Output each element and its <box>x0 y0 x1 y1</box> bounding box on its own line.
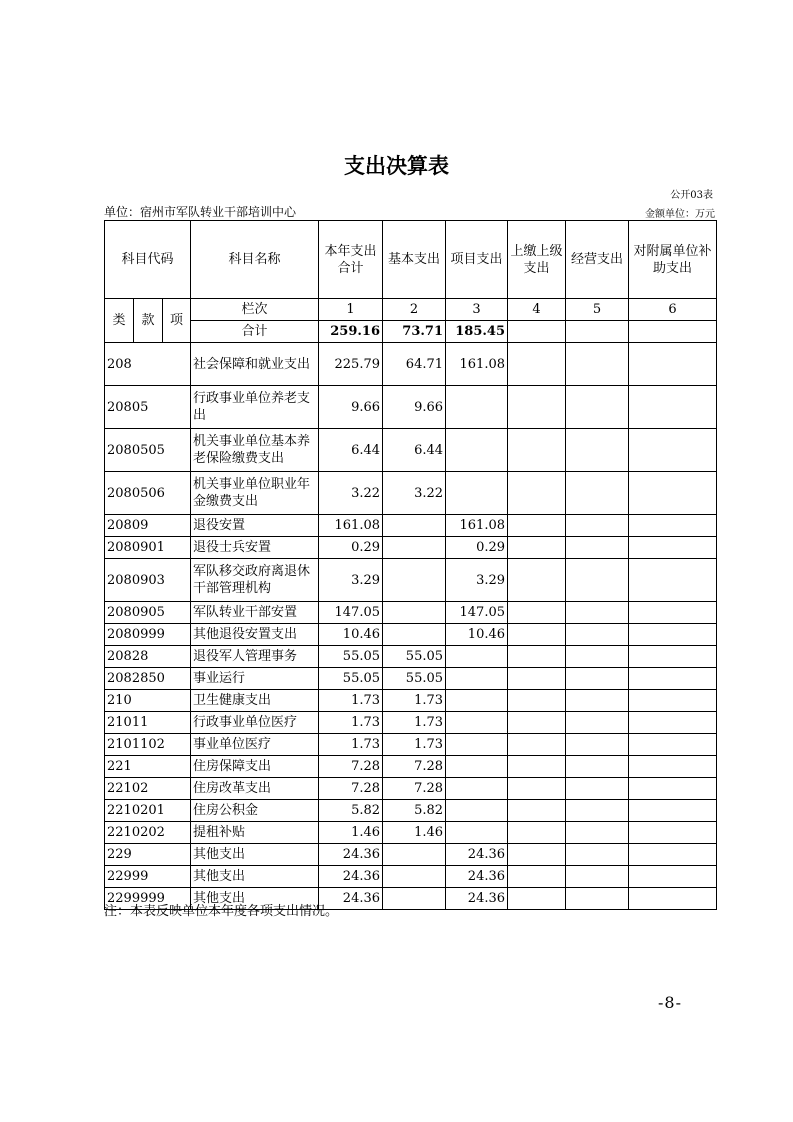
row-upper <box>508 712 566 734</box>
row-upper <box>508 668 566 690</box>
table-row <box>105 866 717 888</box>
row-name: 社会保障和就业支出 <box>191 343 319 386</box>
unit-label: 单位：宿州市军队转业干部培训中心 <box>104 205 297 219</box>
row-upper <box>508 559 566 602</box>
row-subsidiary <box>629 778 717 800</box>
row-code: 2299999 <box>105 888 191 910</box>
row-code: 210 <box>105 690 191 712</box>
header-upper: 上缴上级支出 <box>508 221 566 299</box>
row-total: 1.73 <box>319 690 383 712</box>
row-business <box>566 602 629 624</box>
row-name: 退役安置 <box>191 515 319 537</box>
row-basic: 1.73 <box>383 734 446 756</box>
row-total: 3.29 <box>319 559 383 602</box>
row-name: 住房改革支出 <box>191 778 319 800</box>
column-number-row <box>105 299 717 321</box>
row-name: 住房保障支出 <box>191 756 319 778</box>
row-project: 3.29 <box>446 559 508 602</box>
row-total: 7.28 <box>319 756 383 778</box>
row-business <box>566 866 629 888</box>
row-total: 5.82 <box>319 800 383 822</box>
row-subsidiary <box>629 343 717 386</box>
row-code: 22102 <box>105 778 191 800</box>
row-name: 其他支出 <box>191 866 319 888</box>
form-code: 公开03表 <box>670 190 713 201</box>
row-basic: 1.46 <box>383 822 446 844</box>
table-row <box>105 537 717 559</box>
row-project: 161.08 <box>446 515 508 537</box>
row-business <box>566 668 629 690</box>
row-project <box>446 429 508 472</box>
row-upper <box>508 646 566 668</box>
row-upper <box>508 822 566 844</box>
row-basic: 7.28 <box>383 756 446 778</box>
row-project <box>446 386 508 429</box>
row-total: 225.79 <box>319 343 383 386</box>
row-business <box>566 386 629 429</box>
row-code: 2080506 <box>105 472 191 515</box>
totals-label: 合计 <box>191 321 319 343</box>
row-upper <box>508 888 566 910</box>
row-upper <box>508 866 566 888</box>
row-upper <box>508 386 566 429</box>
table-row <box>105 756 717 778</box>
header-lanci: 栏次 <box>191 299 319 321</box>
row-upper <box>508 515 566 537</box>
row-total: 161.08 <box>319 515 383 537</box>
row-code: 2080901 <box>105 537 191 559</box>
table-row <box>105 386 717 429</box>
row-code: 2101102 <box>105 734 191 756</box>
table-row <box>105 472 717 515</box>
header-xiang: 项 <box>163 299 191 343</box>
row-name: 其他支出 <box>191 844 319 866</box>
row-project: 24.36 <box>446 866 508 888</box>
col-number-6: 6 <box>629 299 717 321</box>
row-total: 147.05 <box>319 602 383 624</box>
row-upper <box>508 734 566 756</box>
row-upper <box>508 756 566 778</box>
row-total: 1.73 <box>319 712 383 734</box>
row-business <box>566 734 629 756</box>
row-project: 0.29 <box>446 537 508 559</box>
row-total: 55.05 <box>319 646 383 668</box>
row-basic <box>383 515 446 537</box>
table-row <box>105 515 717 537</box>
row-name: 军队转业干部安置 <box>191 602 319 624</box>
row-total: 3.22 <box>319 472 383 515</box>
table-row <box>105 646 717 668</box>
totals-project: 185.45 <box>446 321 508 343</box>
row-subsidiary <box>629 559 717 602</box>
row-project <box>446 646 508 668</box>
totals-upper <box>508 321 566 343</box>
row-basic: 1.73 <box>383 712 446 734</box>
row-business <box>566 690 629 712</box>
row-project: 161.08 <box>446 343 508 386</box>
row-subsidiary <box>629 690 717 712</box>
table-row <box>105 559 717 602</box>
row-project: 10.46 <box>446 624 508 646</box>
row-name: 其他支出 <box>191 888 319 910</box>
row-name: 事业运行 <box>191 668 319 690</box>
row-total: 24.36 <box>319 866 383 888</box>
row-subsidiary <box>629 429 717 472</box>
row-total: 1.73 <box>319 734 383 756</box>
row-name: 机关事业单位职业年金缴费支出 <box>191 472 319 515</box>
row-name: 行政事业单位养老支出 <box>191 386 319 429</box>
row-project <box>446 668 508 690</box>
header-business: 经营支出 <box>566 221 629 299</box>
row-subsidiary <box>629 668 717 690</box>
row-upper <box>508 844 566 866</box>
header-row <box>105 221 717 299</box>
row-subsidiary <box>629 537 717 559</box>
row-business <box>566 844 629 866</box>
row-subsidiary <box>629 888 717 910</box>
totals-row <box>105 321 717 343</box>
page-number: -8- <box>658 993 682 1012</box>
row-code: 20805 <box>105 386 191 429</box>
row-basic <box>383 602 446 624</box>
row-business <box>566 624 629 646</box>
table-row <box>105 429 717 472</box>
header-basic: 基本支出 <box>383 221 446 299</box>
row-business <box>566 559 629 602</box>
row-basic: 6.44 <box>383 429 446 472</box>
row-total: 24.36 <box>319 844 383 866</box>
row-code: 22999 <box>105 866 191 888</box>
row-basic: 64.71 <box>383 343 446 386</box>
row-project: 147.05 <box>446 602 508 624</box>
row-code: 20828 <box>105 646 191 668</box>
row-business <box>566 800 629 822</box>
row-subsidiary <box>629 844 717 866</box>
row-total: 1.46 <box>319 822 383 844</box>
row-project <box>446 472 508 515</box>
row-name: 其他退役安置支出 <box>191 624 319 646</box>
page-title: 支出决算表 <box>344 154 449 178</box>
header-total: 本年支出合计 <box>319 221 383 299</box>
row-upper <box>508 690 566 712</box>
row-upper <box>508 343 566 386</box>
row-basic: 9.66 <box>383 386 446 429</box>
row-subsidiary <box>629 472 717 515</box>
table-row <box>105 822 717 844</box>
row-basic <box>383 624 446 646</box>
row-upper <box>508 624 566 646</box>
money-unit-label: 金额单位：万元 <box>645 209 715 220</box>
header-project: 项目支出 <box>446 221 508 299</box>
header-kuan: 款 <box>134 299 163 343</box>
row-project <box>446 690 508 712</box>
table-note: 注：本表反映单位本年度各项支出情况。 <box>104 904 339 919</box>
row-basic: 7.28 <box>383 778 446 800</box>
table-row <box>105 778 717 800</box>
row-subsidiary <box>629 756 717 778</box>
row-code: 2210201 <box>105 800 191 822</box>
totals-total: 259.16 <box>319 321 383 343</box>
row-business <box>566 646 629 668</box>
row-basic <box>383 844 446 866</box>
row-business <box>566 712 629 734</box>
header-code: 科目代码 <box>105 221 191 299</box>
row-name: 事业单位医疗 <box>191 734 319 756</box>
row-upper <box>508 800 566 822</box>
row-total: 0.29 <box>319 537 383 559</box>
table-row <box>105 690 717 712</box>
table-row <box>105 844 717 866</box>
row-code: 2080505 <box>105 429 191 472</box>
row-name: 退役军人管理事务 <box>191 646 319 668</box>
row-code: 229 <box>105 844 191 866</box>
row-basic: 3.22 <box>383 472 446 515</box>
row-subsidiary <box>629 800 717 822</box>
row-business <box>566 822 629 844</box>
row-name: 住房公积金 <box>191 800 319 822</box>
row-code: 21011 <box>105 712 191 734</box>
row-basic: 1.73 <box>383 690 446 712</box>
row-code: 2082850 <box>105 668 191 690</box>
row-business <box>566 429 629 472</box>
row-subsidiary <box>629 822 717 844</box>
row-subsidiary <box>629 515 717 537</box>
col-number-2: 2 <box>383 299 446 321</box>
row-business <box>566 515 629 537</box>
row-name: 退役士兵安置 <box>191 537 319 559</box>
row-code: 20809 <box>105 515 191 537</box>
row-basic <box>383 866 446 888</box>
row-basic: 5.82 <box>383 800 446 822</box>
row-project <box>446 822 508 844</box>
totals-business <box>566 321 629 343</box>
header-name: 科目名称 <box>191 221 319 299</box>
row-name: 机关事业单位基本养老保险缴费支出 <box>191 429 319 472</box>
header-subsidiary: 对附属单位补助支出 <box>629 221 717 299</box>
table-row <box>105 602 717 624</box>
row-subsidiary <box>629 646 717 668</box>
row-project <box>446 778 508 800</box>
row-total: 7.28 <box>319 778 383 800</box>
row-total: 55.05 <box>319 668 383 690</box>
row-business <box>566 778 629 800</box>
row-basic: 55.05 <box>383 646 446 668</box>
row-basic <box>383 537 446 559</box>
row-basic <box>383 559 446 602</box>
row-total: 10.46 <box>319 624 383 646</box>
row-subsidiary <box>629 866 717 888</box>
row-upper <box>508 778 566 800</box>
col-number-1: 1 <box>319 299 383 321</box>
expenditure-table <box>104 220 717 910</box>
col-number-4: 4 <box>508 299 566 321</box>
totals-subsidiary <box>629 321 717 343</box>
row-project <box>446 712 508 734</box>
totals-basic: 73.71 <box>383 321 446 343</box>
row-basic: 55.05 <box>383 668 446 690</box>
row-name: 军队移交政府离退休干部管理机构 <box>191 559 319 602</box>
row-project <box>446 800 508 822</box>
row-code: 2080999 <box>105 624 191 646</box>
row-code: 2080903 <box>105 559 191 602</box>
row-subsidiary <box>629 624 717 646</box>
row-project: 24.36 <box>446 888 508 910</box>
row-project <box>446 756 508 778</box>
row-total: 24.36 <box>319 888 383 910</box>
row-code: 2210202 <box>105 822 191 844</box>
row-upper <box>508 429 566 472</box>
header-lei: 类 <box>105 299 134 343</box>
row-code: 208 <box>105 343 191 386</box>
row-subsidiary <box>629 602 717 624</box>
row-subsidiary <box>629 734 717 756</box>
table-row <box>105 668 717 690</box>
row-business <box>566 756 629 778</box>
row-business <box>566 472 629 515</box>
row-business <box>566 343 629 386</box>
row-upper <box>508 472 566 515</box>
row-code: 221 <box>105 756 191 778</box>
row-upper <box>508 537 566 559</box>
row-subsidiary <box>629 712 717 734</box>
table-row <box>105 624 717 646</box>
table-row <box>105 800 717 822</box>
row-project <box>446 734 508 756</box>
table-row <box>105 712 717 734</box>
row-business <box>566 888 629 910</box>
table-row <box>105 734 717 756</box>
row-name: 卫生健康支出 <box>191 690 319 712</box>
row-project: 24.36 <box>446 844 508 866</box>
row-name: 行政事业单位医疗 <box>191 712 319 734</box>
row-code: 2080905 <box>105 602 191 624</box>
col-number-5: 5 <box>566 299 629 321</box>
row-total: 9.66 <box>319 386 383 429</box>
row-upper <box>508 602 566 624</box>
row-total: 6.44 <box>319 429 383 472</box>
table-row <box>105 343 717 386</box>
row-name: 提租补贴 <box>191 822 319 844</box>
row-business <box>566 537 629 559</box>
col-number-3: 3 <box>446 299 508 321</box>
row-subsidiary <box>629 386 717 429</box>
row-basic <box>383 888 446 910</box>
